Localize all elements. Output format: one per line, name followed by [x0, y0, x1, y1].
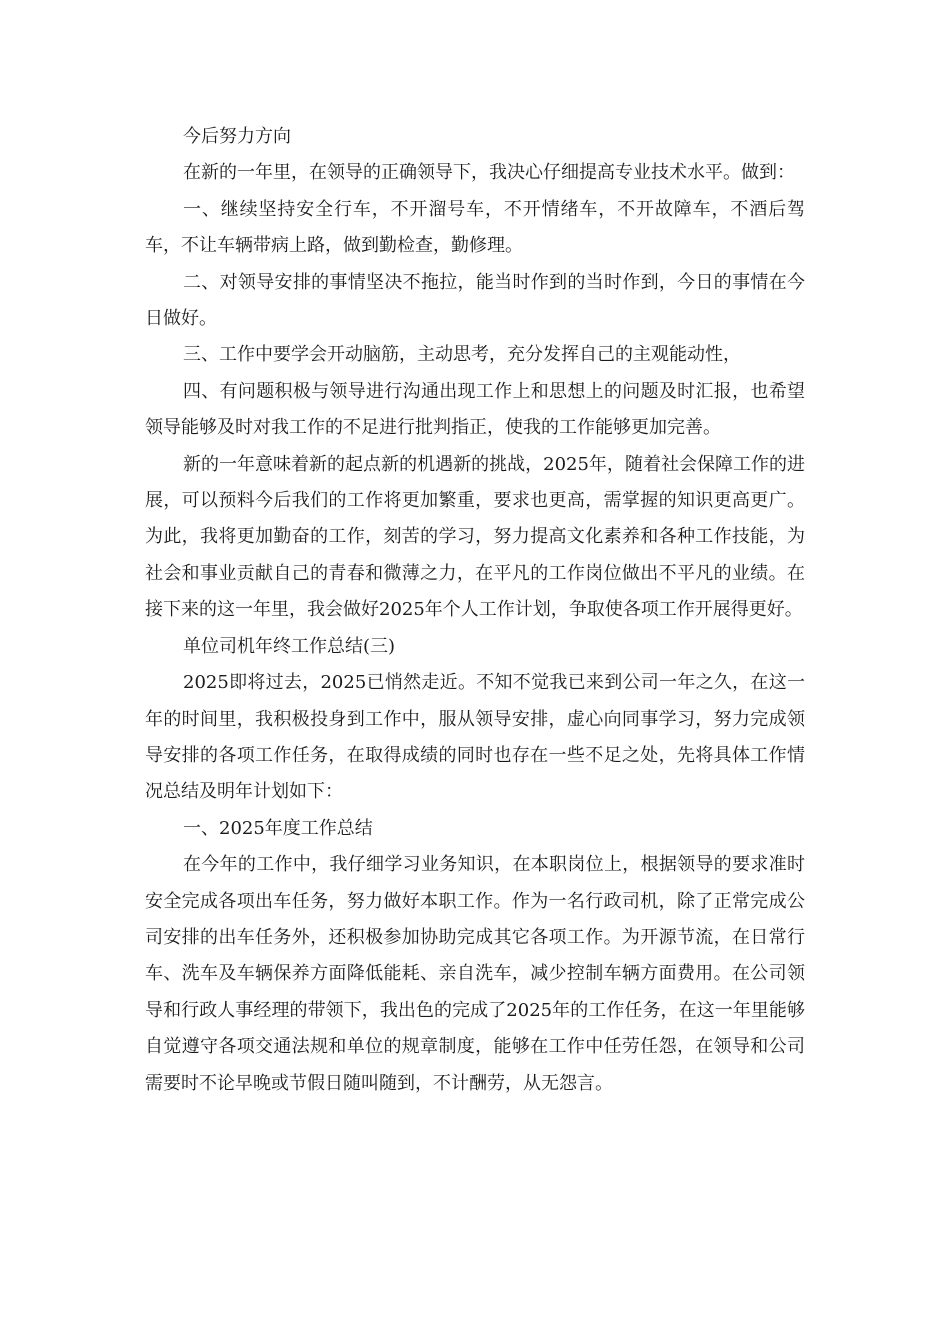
document-body — [145, 119, 805, 1102]
paragraph-intro: 在新的一年里，在领导的正确领导下，我决心仔细提高专业技术水平。做到： — [183, 162, 795, 184]
list-item-1: 一、继续坚持安全行车，不开溜号车，不开情绪车，不开故障车，不酒后驾车，不让车辆带病上路，做到勤检查，勤修理。 — [145, 198, 805, 257]
list-item-4: 四、有问题积极与领导进行沟通出现工作上和思想上的问题及时汇报，也希望领导能够及时对我工作的不足进行批判指正，使我的工作能够更加完善。 — [145, 380, 805, 439]
paragraph-annual-work: 在今年的工作中，我仔细学习业务知识，在本职岗位上，根据领导的要求准时安全完成各项出车任务，努力做好本职工作。作为一名行政司机，除了正常完成公司安排的出车任务外，还积极参加协助完成其它各项工作。为开源节流，在日常行车、洗车及车辆保养方面降低能耗、亲自洗车，减少控制车辆方面费用。在公司领导和行政人事经理的带领下，我出色的完成了2025年的工作任务，在这一年里能够自觉遵守各项交通法规和单位的规章制度，能够在工作中任劳任怨，在领导和公司需要时不论早晚或节假日随叫随到，不计酬劳，从无怨言。 — [145, 854, 805, 1094]
heading-annual-summary: 一、2025年度工作总结 — [183, 817, 373, 839]
paragraph-new-year: 新的一年意味着新的起点新的机遇新的挑战，2025年，随着社会保障工作的进展，可以预料今后我们的工作将更加繁重，要求也更高，需掌握的知识更高更广。为此，我将更加勤奋的工作，刻苦的学习，努力提高文化素养和各种工作技能，为社会和事业贡献自己的青春和微薄之力，在平凡的工作岗位做出不平凡的业绩。在接下来的这一年里，我会做好2025年个人工作计划，争取使各项工作开展得更好。 — [145, 453, 805, 621]
paragraph-summary-intro: 2025即将过去，2025已悄然走近。不知不觉我已来到公司一年之久，在这一年的时间里，我积极投身到工作中，服从领导安排，虚心向同事学习，努力完成领导安排的各项工作任务，在取得成绩的同时也存在一些不足之处，先将具体工作情况总结及明年计划如下： — [145, 672, 805, 803]
heading-summary-three: 单位司机年终工作总结(三) — [183, 635, 396, 657]
list-item-3: 三、工作中要学会开动脑筋，主动思考，充分发挥自己的主观能动性， — [183, 344, 741, 366]
list-item-2: 二、对领导安排的事情坚决不拖拉，能当时作到的当时作到，今日的事情在今日做好。 — [145, 271, 805, 330]
heading-future-direction: 今后努力方向 — [183, 126, 291, 147]
